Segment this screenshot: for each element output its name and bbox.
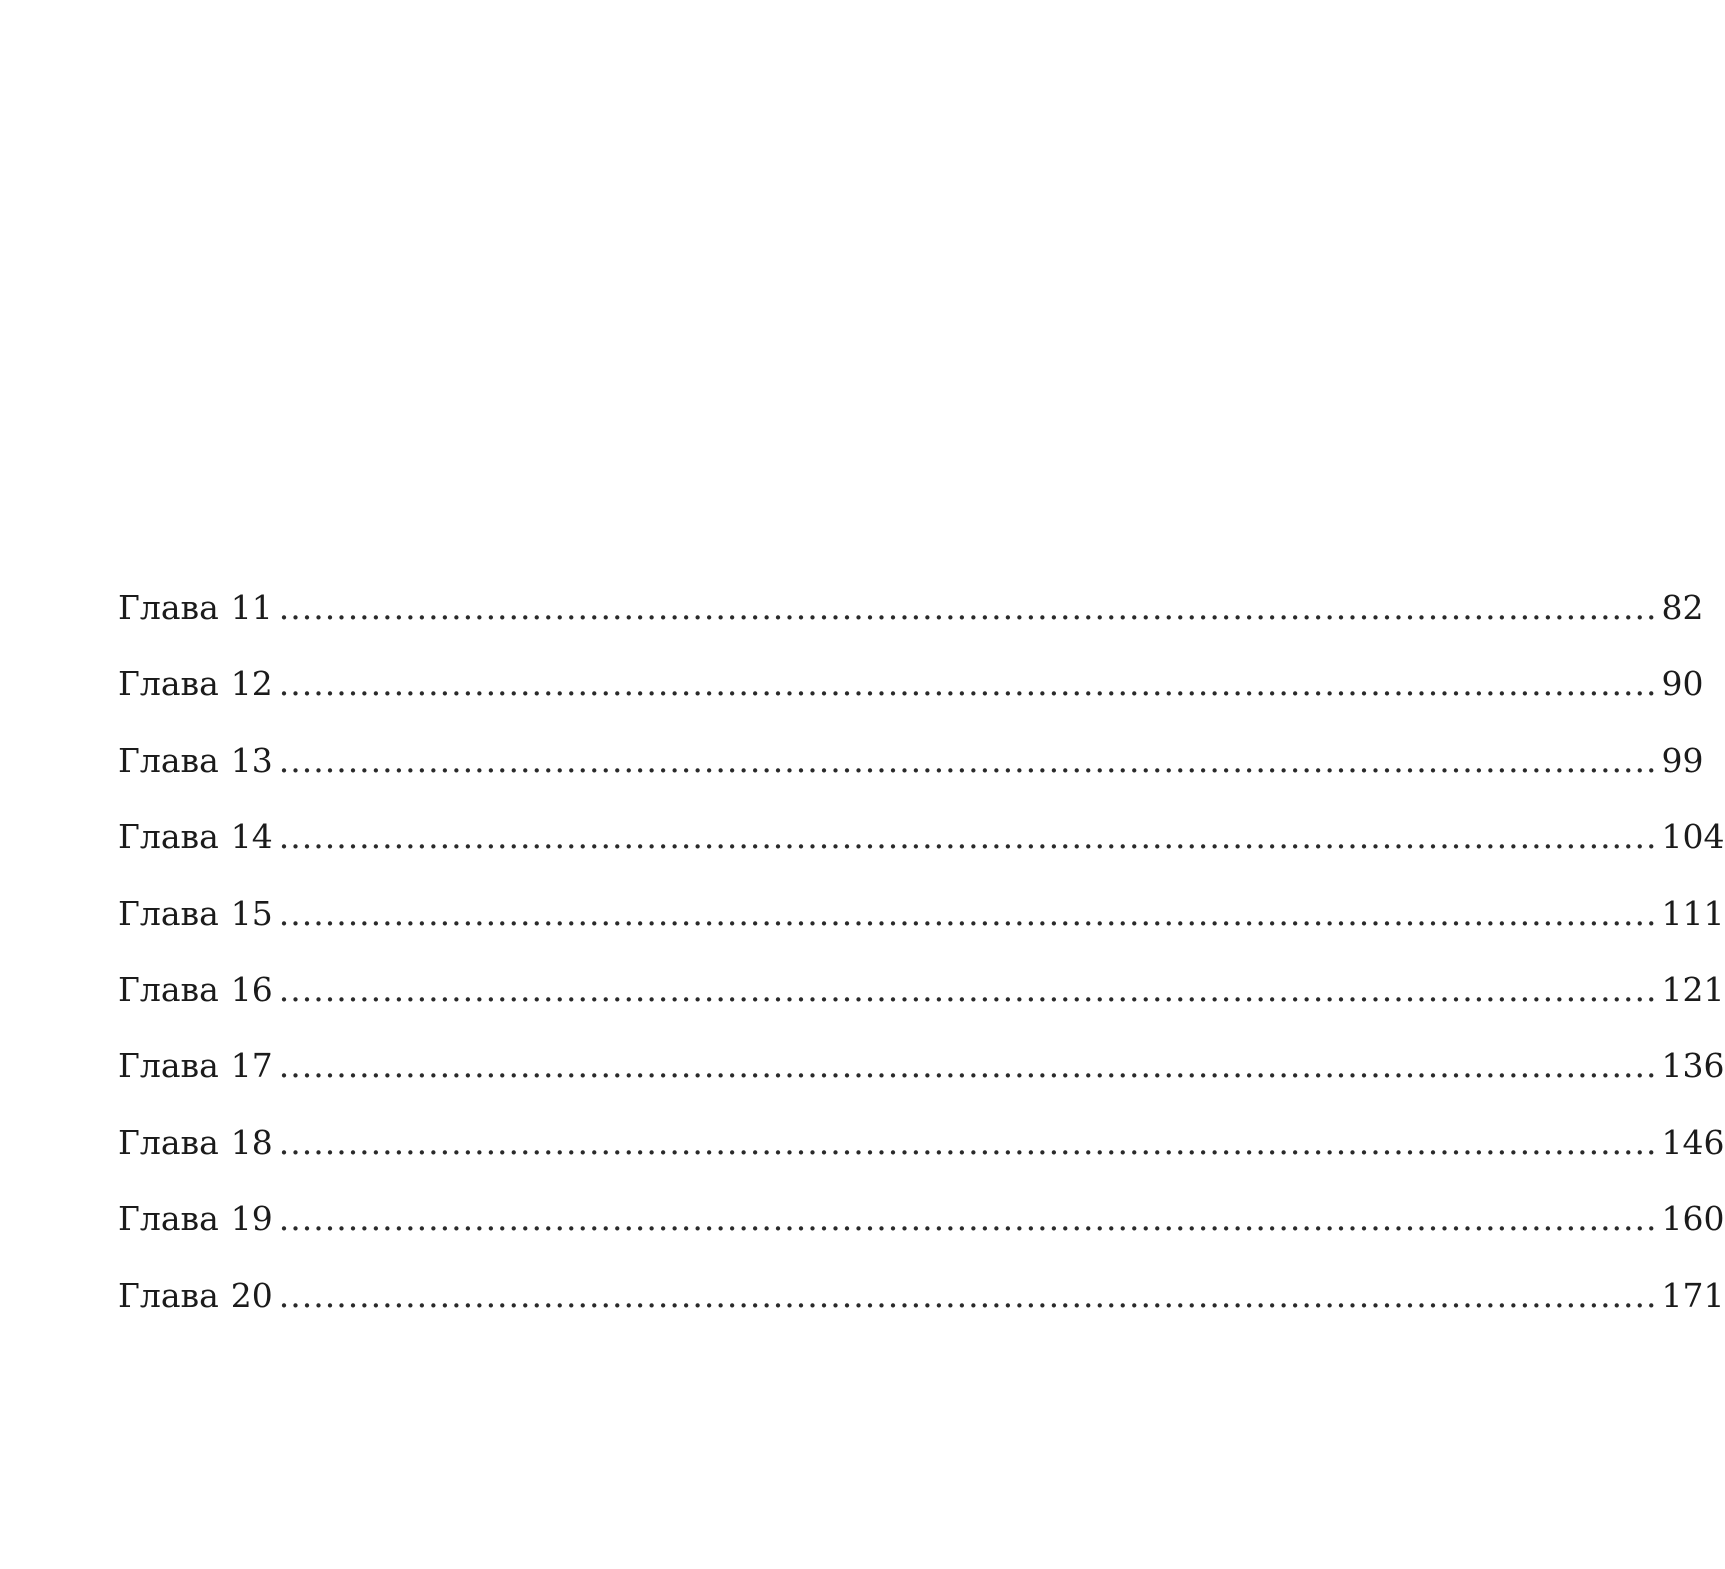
- chapter-label: Глава: [118, 588, 219, 627]
- page-number: 111: [1661, 893, 1725, 933]
- chapter-label: Глава: [118, 1199, 219, 1239]
- page-number: 104: [1661, 817, 1725, 857]
- chapter-number: 19: [230, 1199, 273, 1239]
- page-number: 82: [1661, 588, 1704, 627]
- chapter-number: 15: [230, 893, 273, 933]
- toc-entry-chapter-13: [118, 739, 1704, 815]
- chapter-number: 12: [230, 664, 273, 704]
- toc-entry-chapter-15: [118, 892, 1725, 968]
- dot-leader: ........................................................................................................................: [278, 1275, 1658, 1315]
- chapter-label: Глава: [118, 1046, 219, 1086]
- toc-entry-chapter-16: [118, 968, 1725, 1044]
- page-number: 171: [1661, 1275, 1725, 1315]
- dot-leader: ........................................................................................................................: [278, 588, 1658, 627]
- page-number: 99: [1661, 740, 1704, 780]
- toc-entry-chapter-11: [118, 586, 1704, 662]
- toc-entry-chapter-19: [118, 1197, 1725, 1273]
- chapter-number: 16: [230, 969, 273, 1009]
- chapter-number: 17: [230, 1046, 273, 1086]
- page-number: 136: [1661, 1046, 1725, 1086]
- chapter-number: 14: [230, 817, 273, 857]
- toc-entry-chapter-20: [118, 1274, 1725, 1350]
- chapter-label: Глава: [118, 740, 219, 780]
- dot-leader: ........................................................................................................................: [278, 664, 1658, 704]
- dot-leader: ........................................................................................................................: [278, 893, 1658, 933]
- dot-leader: ........................................................................................................................: [278, 969, 1658, 1009]
- page-number: 160: [1661, 1199, 1725, 1239]
- chapter-label: Глава: [118, 1122, 219, 1162]
- chapter-label: Глава: [118, 969, 219, 1009]
- dot-leader: ........................................................................................................................: [278, 1199, 1658, 1239]
- dot-leader: ........................................................................................................................: [278, 1122, 1658, 1162]
- chapter-number: 18: [230, 1122, 273, 1162]
- dot-leader: ........................................................................................................................: [278, 1046, 1658, 1086]
- chapter-number: 11: [230, 588, 273, 627]
- dot-leader: ........................................................................................................................: [278, 740, 1658, 780]
- chapter-number: 13: [230, 740, 273, 780]
- chapter-label: Глава: [118, 893, 219, 933]
- page-number: 146: [1661, 1122, 1725, 1162]
- toc-entry-chapter-12: [118, 662, 1704, 738]
- chapter-number: 20: [230, 1275, 273, 1315]
- toc-entry-chapter-18: [118, 1121, 1725, 1197]
- page-number: 90: [1661, 664, 1704, 704]
- chapter-label: Глава: [118, 1275, 219, 1315]
- dot-leader: ........................................................................................................................: [278, 817, 1658, 857]
- chapter-label: Глава: [118, 664, 219, 704]
- page-number: 121: [1661, 969, 1725, 1009]
- chapter-label: Глава: [118, 817, 219, 857]
- toc-entry-chapter-14: [118, 815, 1725, 891]
- table-of-contents: [118, 586, 1725, 1350]
- toc-entry-chapter-17: [118, 1044, 1725, 1120]
